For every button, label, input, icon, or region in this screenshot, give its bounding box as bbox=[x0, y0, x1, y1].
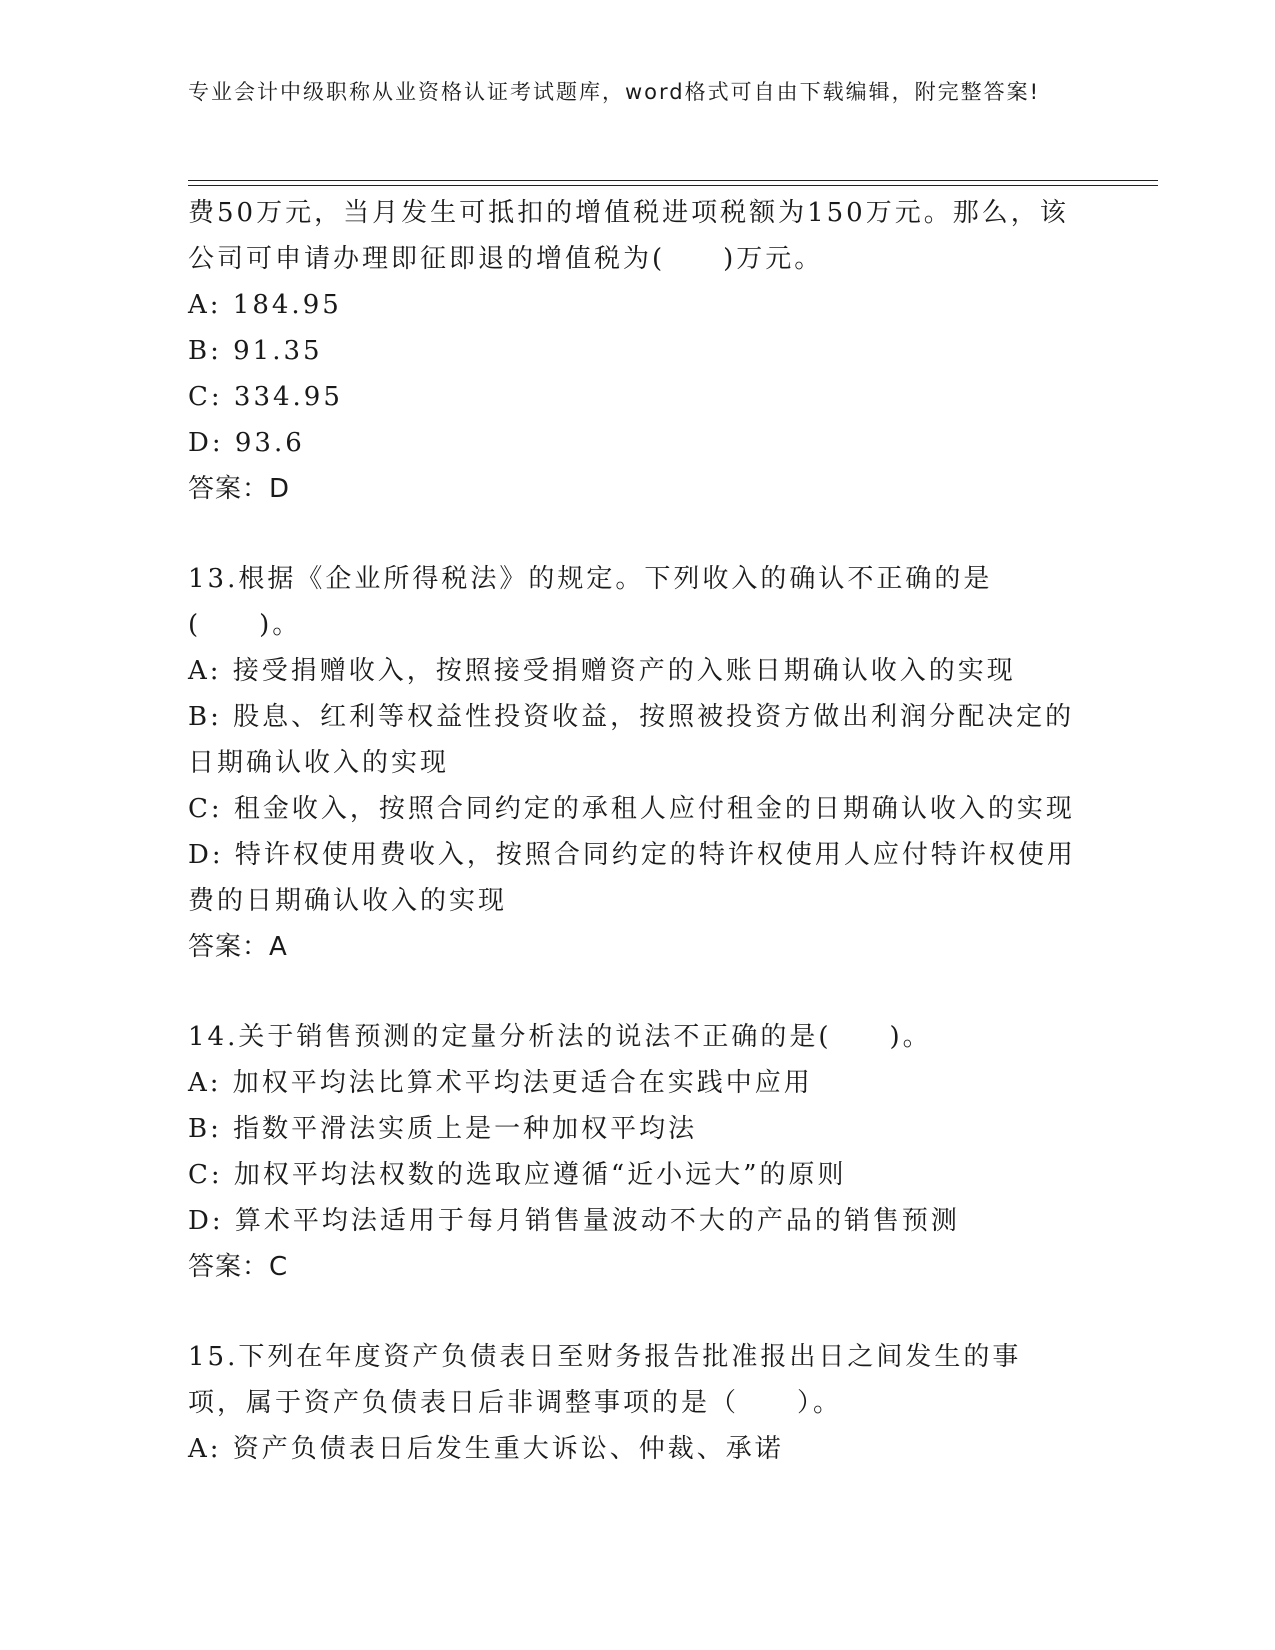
answer: 答案：A bbox=[188, 932, 288, 962]
option-b: B: 91.35 bbox=[188, 336, 323, 366]
page-header: 专业会计中级职称从业资格认证考试题库，word格式可自由下载编辑，附完整答案! bbox=[188, 80, 1041, 104]
spacer bbox=[188, 512, 1078, 556]
question-stem: 费50万元，当月发生可抵扣的增值税进项税额为150万元。那么，该公司可申请办理即征即退的增值税为( )万元。 bbox=[188, 198, 1069, 274]
option-d: D: 特许权使用费收入，按照合同约定的特许权使用人应付特许权使用费的日期确认收入的实现 bbox=[188, 840, 1076, 916]
header-rule-top bbox=[188, 180, 1158, 181]
question-stem: 15.下列在年度资产负债表日至财务报告批准报出日之间发生的事项，属于资产负债表日后非调整事项的是（ ）。 bbox=[188, 1342, 1022, 1418]
question-15 bbox=[188, 1334, 1078, 1472]
header-rule-bottom bbox=[188, 185, 1158, 186]
option-b: B: 股息、红利等权益性投资收益，按照被投资方做出利润分配决定的日期确认收入的实现 bbox=[188, 702, 1075, 778]
option-d: D: 93.6 bbox=[188, 428, 305, 458]
option-d: D: 算术平均法适用于每月销售量波动不大的产品的销售预测 bbox=[188, 1206, 960, 1236]
question-13 bbox=[188, 556, 1078, 970]
option-a: A: 接受捐赠收入，按照接受捐赠资产的入账日期确认收入的实现 bbox=[188, 656, 1016, 686]
spacer bbox=[188, 1290, 1078, 1334]
answer: 答案：D bbox=[188, 474, 291, 504]
answer: 答案：C bbox=[188, 1252, 289, 1282]
option-a: A: 加权平均法比算术平均法更适合在实践中应用 bbox=[188, 1068, 813, 1098]
question-12 bbox=[188, 190, 1078, 512]
option-c: C: 租金收入，按照合同约定的承租人应付租金的日期确认收入的实现 bbox=[188, 794, 1075, 824]
option-c: C: 334.95 bbox=[188, 382, 343, 412]
spacer bbox=[188, 970, 1078, 1014]
question-stem: 13.根据《企业所得税法》的规定。下列收入的确认不正确的是( )。 bbox=[188, 564, 993, 640]
option-a: A: 184.95 bbox=[188, 290, 342, 320]
question-stem: 14.关于销售预测的定量分析法的说法不正确的是( )。 bbox=[188, 1022, 932, 1052]
option-b: B: 指数平滑法实质上是一种加权平均法 bbox=[188, 1114, 698, 1144]
option-c: C: 加权平均法权数的选取应遵循“近小远大”的原则 bbox=[188, 1160, 847, 1190]
question-14 bbox=[188, 1014, 1078, 1290]
document-body bbox=[188, 190, 1078, 1472]
option-a: A: 资产负债表日后发生重大诉讼、仲裁、承诺 bbox=[188, 1434, 784, 1464]
